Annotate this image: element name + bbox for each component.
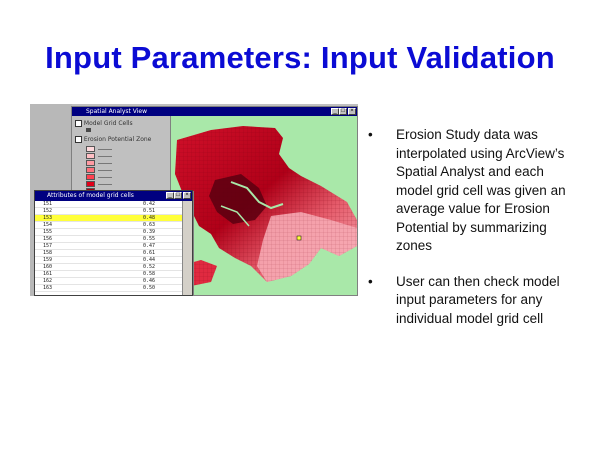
legend-dash	[98, 184, 112, 185]
cell-value: 0.47	[143, 243, 156, 249]
table-row[interactable]	[35, 208, 182, 215]
cell-value: 0.46	[143, 278, 156, 284]
bullet-text: User can then check model input parameters for any individual model grid cell	[396, 273, 560, 326]
close-icon: ×	[185, 192, 189, 198]
erosion-map	[171, 116, 357, 295]
cell-value: 0.50	[143, 285, 156, 291]
legend-dash	[98, 156, 112, 157]
legend-dash	[98, 149, 112, 150]
minimize-icon: _	[333, 108, 337, 114]
selected-cell-marker	[297, 236, 301, 240]
cell-id: 163	[43, 285, 53, 291]
legend-dash	[98, 177, 112, 178]
legend-swatch	[86, 167, 95, 173]
table-row[interactable]	[35, 229, 182, 236]
bullet-list	[368, 126, 568, 345]
layer-checkbox[interactable]	[75, 136, 82, 143]
map-display[interactable]	[171, 116, 357, 295]
cell-value: 0.58	[143, 271, 156, 277]
bullet-marker: •	[368, 273, 373, 289]
table-row[interactable]	[35, 264, 182, 271]
cell-value: 0.63	[143, 222, 156, 228]
layer-symbol	[86, 128, 91, 132]
attribute-table-window	[34, 190, 193, 296]
bullet-item	[368, 273, 568, 329]
bullet-item	[368, 126, 568, 256]
legend-dash	[98, 163, 112, 164]
maximize-button[interactable]	[339, 108, 347, 115]
cell-value: 0.55	[143, 236, 156, 242]
table-row[interactable]	[35, 285, 182, 292]
legend-swatch	[86, 181, 95, 187]
cell-id: 161	[43, 271, 53, 277]
minimize-button[interactable]	[331, 108, 339, 115]
table-row[interactable]	[35, 250, 182, 257]
maximize-icon: □	[176, 192, 180, 198]
cell-id: 156	[43, 236, 53, 242]
table-row[interactable]	[35, 201, 182, 208]
toc-layer-model-grid-cells[interactable]	[75, 120, 133, 127]
toc-layer-erosion-potential[interactable]	[75, 136, 151, 143]
table-row[interactable]	[35, 222, 182, 229]
cell-id: 155	[43, 229, 53, 235]
table-row[interactable]	[35, 271, 182, 278]
table-minimize-button[interactable]	[166, 192, 174, 199]
legend-dash	[98, 170, 112, 171]
cell-id: 162	[43, 278, 53, 284]
cell-id: 154	[43, 222, 53, 228]
table-row[interactable]	[35, 215, 182, 222]
cell-value: 0.44	[143, 257, 156, 263]
toc-layer-label: Model Grid Cells	[83, 120, 133, 127]
table-scrollbar[interactable]	[182, 201, 192, 295]
attribute-table	[35, 201, 182, 295]
table-close-button[interactable]	[183, 192, 191, 199]
cell-id: 153	[43, 215, 53, 221]
cell-value: 0.48	[143, 215, 156, 221]
legend-swatch	[86, 146, 95, 152]
arcview-screenshot	[30, 104, 358, 296]
table-row[interactable]	[35, 278, 182, 285]
legend-swatch	[86, 160, 95, 166]
cell-id: 152	[43, 208, 53, 214]
bullet-marker: •	[368, 127, 373, 142]
legend-swatch	[86, 153, 95, 159]
slide-title: Input Parameters: Input Validation	[45, 40, 555, 75]
toc-layer-label: Erosion Potential Zone	[83, 136, 152, 143]
bullet-text: Erosion Study data was interpolated using ArcView’s Spatial Analyst and each model grid cell was given an average value for Erosion Potential by summarizing zones	[396, 127, 566, 253]
cell-id: 158	[43, 250, 53, 256]
table-row[interactable]	[35, 243, 182, 250]
view-window-titlebar[interactable]	[72, 107, 357, 116]
cell-value: 0.42	[143, 201, 156, 207]
cell-value: 0.51	[143, 208, 156, 214]
table-window-title: Attributes of model grid cells	[47, 192, 134, 199]
maximize-icon: □	[341, 108, 345, 114]
table-row[interactable]	[35, 257, 182, 264]
table-row[interactable]	[35, 236, 182, 243]
close-icon: ×	[350, 108, 354, 114]
cell-value: 0.39	[143, 229, 156, 235]
cell-id: 160	[43, 264, 53, 270]
view-window-title: Spatial Analyst View	[86, 108, 147, 115]
legend-swatch	[86, 174, 95, 180]
cell-id: 151	[43, 201, 53, 207]
cell-value: 0.61	[143, 250, 156, 256]
minimize-icon: _	[168, 192, 172, 198]
cell-value: 0.52	[143, 264, 156, 270]
cell-id: 157	[43, 243, 53, 249]
table-maximize-button[interactable]	[174, 192, 182, 199]
layer-checkbox[interactable]	[75, 120, 82, 127]
close-button[interactable]	[348, 108, 356, 115]
cell-id: 159	[43, 257, 53, 263]
